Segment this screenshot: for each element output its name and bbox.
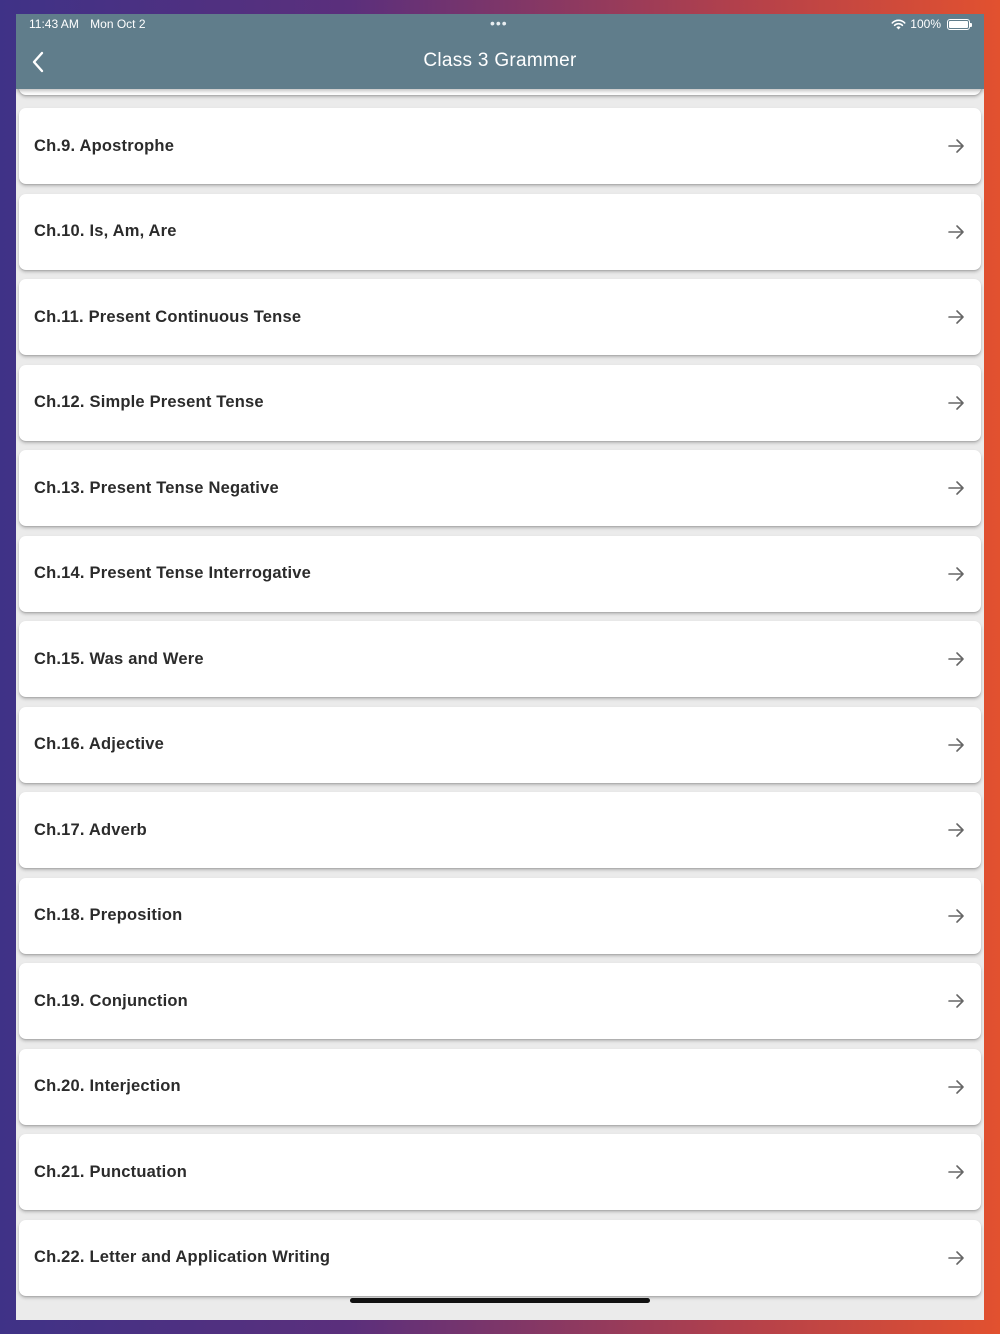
chapter-label: Ch.21. Punctuation — [34, 1162, 188, 1181]
battery-level — [949, 21, 968, 28]
chapter-item[interactable] — [19, 279, 981, 355]
chapter-item[interactable] — [19, 1220, 981, 1296]
home-indicator[interactable] — [350, 1298, 650, 1303]
chapter-item[interactable] — [19, 365, 981, 441]
status-time: 11:43 AM — [29, 17, 79, 31]
chapter-label: Ch.13. Present Tense Negative — [34, 478, 279, 497]
arrow-right-icon — [947, 479, 965, 497]
chapter-label: Ch.15. Was and Were — [34, 649, 204, 668]
app-screen — [16, 14, 984, 1320]
arrow-right-icon — [947, 821, 965, 839]
chapter-label: Ch.12. Simple Present Tense — [34, 393, 264, 411]
arrow-right-icon — [947, 1078, 965, 1096]
chapter-label: Ch.18. Preposition — [34, 906, 183, 924]
battery-icon — [947, 19, 970, 30]
arrow-right-icon — [947, 907, 965, 925]
chapter-item[interactable] — [19, 1134, 981, 1210]
battery-percent: 100% — [910, 17, 941, 31]
app-header — [16, 14, 984, 89]
status-bar-right — [891, 17, 970, 31]
status-date: Mon Oct 2 — [90, 17, 146, 31]
chapter-label: Ch.9. Apostrophe — [34, 136, 175, 155]
chapter-label: Ch.19. Conjunction — [34, 991, 188, 1010]
arrow-right-icon — [947, 650, 965, 668]
arrow-right-icon — [947, 565, 965, 583]
chapter-label: Ch.17. Adverb — [34, 820, 147, 839]
chapter-label: Ch.10. Is, Am, Are — [34, 222, 177, 240]
chapter-label: Ch.22. Letter and Application Writing — [34, 1248, 331, 1266]
chapter-label: Ch.16. Adjective — [34, 735, 165, 753]
arrow-right-icon — [947, 137, 965, 155]
arrow-right-icon — [947, 394, 965, 412]
chapter-item[interactable] — [19, 450, 981, 526]
chapter-item[interactable] — [19, 194, 981, 270]
multitasking-dots[interactable]: ••• — [490, 15, 508, 31]
chapter-item[interactable] — [19, 963, 981, 1039]
chapter-item[interactable] — [19, 878, 981, 954]
chapter-label: Ch.20. Interjection — [34, 1077, 181, 1095]
chapter-item[interactable] — [19, 792, 981, 868]
chapter-label: Ch.11. Present Continuous Tense — [34, 307, 302, 326]
arrow-right-icon — [947, 1163, 965, 1181]
chapter-item[interactable] — [19, 536, 981, 612]
status-bar-left — [29, 17, 146, 31]
arrow-right-icon — [947, 1249, 965, 1267]
chapter-label: Ch.14. Present Tense Interrogative — [34, 564, 312, 582]
chapter-item[interactable] — [19, 707, 981, 783]
chapter-item[interactable] — [19, 621, 981, 697]
arrow-right-icon — [947, 308, 965, 326]
chapter-item[interactable] — [19, 1049, 981, 1125]
chapter-item[interactable] — [19, 108, 981, 184]
page-title: Class 3 Grammer — [423, 50, 577, 71]
arrow-right-icon — [947, 736, 965, 754]
arrow-right-icon — [947, 223, 965, 241]
wifi-icon — [891, 19, 906, 30]
arrow-right-icon — [947, 992, 965, 1010]
